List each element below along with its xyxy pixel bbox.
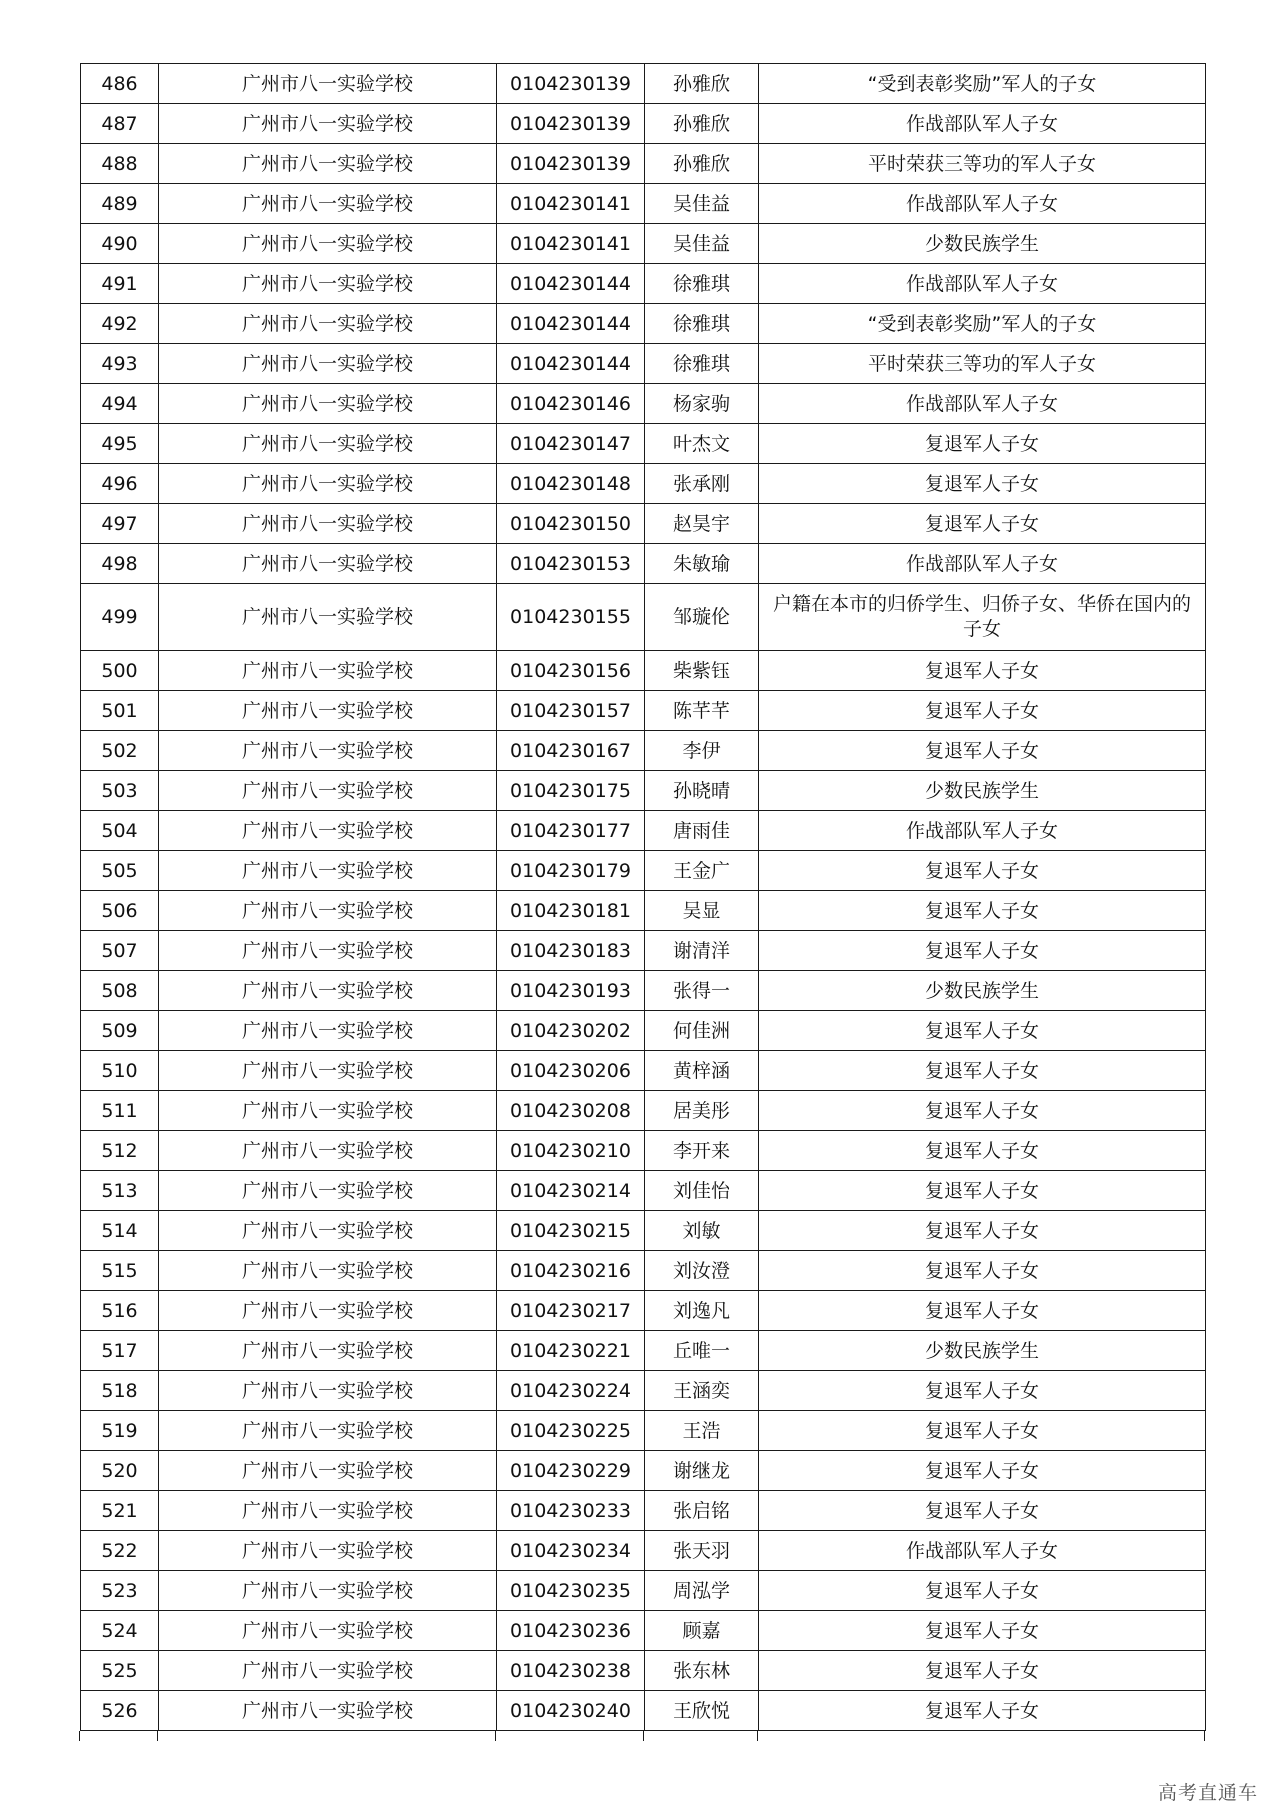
student-id-cell: 0104230225 xyxy=(497,1411,645,1451)
seq-cell: 498 xyxy=(81,544,159,584)
student-name-cell: 刘逸凡 xyxy=(645,1291,759,1331)
student-name-cell: 李开来 xyxy=(645,1131,759,1171)
category-cell: 复退军人子女 xyxy=(759,464,1206,504)
student-name-cell: 刘敏 xyxy=(645,1211,759,1251)
table-row xyxy=(81,1651,1206,1691)
seq-cell: 520 xyxy=(81,1451,159,1491)
student-name-cell: 李伊 xyxy=(645,731,759,771)
table-row xyxy=(81,304,1206,344)
seq-cell: 508 xyxy=(81,971,159,1011)
category-cell: 复退军人子女 xyxy=(759,1131,1206,1171)
continuation-stub xyxy=(643,1731,644,1741)
student-name-cell: 居美彤 xyxy=(645,1091,759,1131)
table-row xyxy=(81,771,1206,811)
student-name-cell: 王金广 xyxy=(645,851,759,891)
student-id-cell: 0104230224 xyxy=(497,1371,645,1411)
seq-cell: 505 xyxy=(81,851,159,891)
student-name-cell: 刘佳怡 xyxy=(645,1171,759,1211)
student-name-cell: 谢继龙 xyxy=(645,1451,759,1491)
student-id-cell: 0104230144 xyxy=(497,344,645,384)
student-id-cell: 0104230183 xyxy=(497,931,645,971)
category-cell: 复退军人子女 xyxy=(759,1691,1206,1731)
student-id-cell: 0104230240 xyxy=(497,1691,645,1731)
school-cell: 广州市八一实验学校 xyxy=(159,1211,497,1251)
student-name-cell: 吴佳益 xyxy=(645,224,759,264)
school-cell: 广州市八一实验学校 xyxy=(159,504,497,544)
continuation-stub xyxy=(757,1731,758,1741)
category-cell: 复退军人子女 xyxy=(759,1091,1206,1131)
category-cell: 平时荣获三等功的军人子女 xyxy=(759,344,1206,384)
continuation-stub xyxy=(1204,1731,1205,1741)
school-cell: 广州市八一实验学校 xyxy=(159,104,497,144)
table-row xyxy=(81,1451,1206,1491)
student-id-cell: 0104230217 xyxy=(497,1291,645,1331)
student-name-cell: 张承刚 xyxy=(645,464,759,504)
category-cell: 复退军人子女 xyxy=(759,504,1206,544)
student-id-cell: 0104230216 xyxy=(497,1251,645,1291)
seq-cell: 501 xyxy=(81,691,159,731)
category-cell: 复退军人子女 xyxy=(759,851,1206,891)
table-row xyxy=(81,691,1206,731)
student-id-cell: 0104230139 xyxy=(497,144,645,184)
table-row xyxy=(81,424,1206,464)
table-row xyxy=(81,224,1206,264)
table-row xyxy=(81,1211,1206,1251)
school-cell: 广州市八一实验学校 xyxy=(159,771,497,811)
category-cell: 复退军人子女 xyxy=(759,891,1206,931)
table-row xyxy=(81,264,1206,304)
category-cell: 复退军人子女 xyxy=(759,1011,1206,1051)
student-id-cell: 0104230215 xyxy=(497,1211,645,1251)
student-id-cell: 0104230175 xyxy=(497,771,645,811)
table-row xyxy=(81,1531,1206,1571)
student-id-cell: 0104230210 xyxy=(497,1131,645,1171)
category-cell: 少数民族学生 xyxy=(759,1331,1206,1371)
student-name-cell: 孙晓晴 xyxy=(645,771,759,811)
student-id-cell: 0104230146 xyxy=(497,384,645,424)
student-id-cell: 0104230141 xyxy=(497,224,645,264)
seq-cell: 521 xyxy=(81,1491,159,1531)
category-cell: “受到表彰奖励”军人的子女 xyxy=(759,304,1206,344)
table-row xyxy=(81,1051,1206,1091)
school-cell: 广州市八一实验学校 xyxy=(159,1291,497,1331)
student-id-cell: 0104230139 xyxy=(497,104,645,144)
table-row xyxy=(81,731,1206,771)
seq-cell: 525 xyxy=(81,1651,159,1691)
category-cell: 少数民族学生 xyxy=(759,971,1206,1011)
category-cell: 复退军人子女 xyxy=(759,731,1206,771)
student-id-cell: 0104230157 xyxy=(497,691,645,731)
continuation-stub xyxy=(157,1731,158,1741)
school-cell: 广州市八一实验学校 xyxy=(159,1131,497,1171)
student-id-cell: 0104230139 xyxy=(497,64,645,104)
student-name-cell: 陈芊芊 xyxy=(645,691,759,731)
table-row xyxy=(81,1691,1206,1731)
student-id-cell: 0104230214 xyxy=(497,1171,645,1211)
school-cell: 广州市八一实验学校 xyxy=(159,344,497,384)
table-row xyxy=(81,64,1206,104)
school-cell: 广州市八一实验学校 xyxy=(159,1091,497,1131)
seq-cell: 494 xyxy=(81,384,159,424)
seq-cell: 497 xyxy=(81,504,159,544)
student-id-cell: 0104230150 xyxy=(497,504,645,544)
student-name-cell: 王浩 xyxy=(645,1411,759,1451)
category-cell: 作战部队军人子女 xyxy=(759,544,1206,584)
school-cell: 广州市八一实验学校 xyxy=(159,64,497,104)
seq-cell: 526 xyxy=(81,1691,159,1731)
student-name-cell: 刘汝澄 xyxy=(645,1251,759,1291)
seq-cell: 510 xyxy=(81,1051,159,1091)
school-cell: 广州市八一实验学校 xyxy=(159,1331,497,1371)
student-id-cell: 0104230156 xyxy=(497,651,645,691)
student-name-cell: 赵昊宇 xyxy=(645,504,759,544)
table-row xyxy=(81,344,1206,384)
school-cell: 广州市八一实验学校 xyxy=(159,1571,497,1611)
seq-cell: 518 xyxy=(81,1371,159,1411)
category-cell: 复退军人子女 xyxy=(759,424,1206,464)
student-id-cell: 0104230193 xyxy=(497,971,645,1011)
table-body xyxy=(81,64,1206,1731)
student-id-cell: 0104230147 xyxy=(497,424,645,464)
table-row xyxy=(81,464,1206,504)
student-name-cell: 吴显 xyxy=(645,891,759,931)
school-cell: 广州市八一实验学校 xyxy=(159,464,497,504)
school-cell: 广州市八一实验学校 xyxy=(159,1011,497,1051)
seq-cell: 511 xyxy=(81,1091,159,1131)
table-row xyxy=(81,851,1206,891)
seq-cell: 522 xyxy=(81,1531,159,1571)
seq-cell: 514 xyxy=(81,1211,159,1251)
category-cell: 复退军人子女 xyxy=(759,1411,1206,1451)
student-name-cell: 张东林 xyxy=(645,1651,759,1691)
student-name-cell: 何佳洲 xyxy=(645,1011,759,1051)
student-name-cell: 吴佳益 xyxy=(645,184,759,224)
school-cell: 广州市八一实验学校 xyxy=(159,544,497,584)
table-row xyxy=(81,384,1206,424)
seq-cell: 524 xyxy=(81,1611,159,1651)
student-name-cell: 柴紫钰 xyxy=(645,651,759,691)
student-id-cell: 0104230221 xyxy=(497,1331,645,1371)
student-id-cell: 0104230202 xyxy=(497,1011,645,1051)
seq-cell: 492 xyxy=(81,304,159,344)
table-row xyxy=(81,1171,1206,1211)
table-row xyxy=(81,1411,1206,1451)
admission-list-table xyxy=(80,63,1206,1731)
category-cell: 户籍在本市的归侨学生、归侨子女、华侨在国内的子女 xyxy=(759,584,1206,651)
school-cell: 广州市八一实验学校 xyxy=(159,424,497,464)
table-row xyxy=(81,184,1206,224)
school-cell: 广州市八一实验学校 xyxy=(159,651,497,691)
watermark-text: 高考直通车 xyxy=(1157,1782,1258,1804)
table-row xyxy=(81,811,1206,851)
student-name-cell: 徐雅琪 xyxy=(645,264,759,304)
table-row xyxy=(81,1091,1206,1131)
student-name-cell: 孙雅欣 xyxy=(645,104,759,144)
table-row xyxy=(81,1291,1206,1331)
seq-cell: 515 xyxy=(81,1251,159,1291)
category-cell: 复退军人子女 xyxy=(759,1171,1206,1211)
school-cell: 广州市八一实验学校 xyxy=(159,971,497,1011)
student-id-cell: 0104230179 xyxy=(497,851,645,891)
school-cell: 广州市八一实验学校 xyxy=(159,144,497,184)
student-id-cell: 0104230155 xyxy=(497,584,645,651)
category-cell: 复退军人子女 xyxy=(759,1251,1206,1291)
school-cell: 广州市八一实验学校 xyxy=(159,304,497,344)
category-cell: 复退军人子女 xyxy=(759,1051,1206,1091)
category-cell: 复退军人子女 xyxy=(759,1651,1206,1691)
student-id-cell: 0104230236 xyxy=(497,1611,645,1651)
table-row xyxy=(81,931,1206,971)
table-row xyxy=(81,1571,1206,1611)
category-cell: 作战部队军人子女 xyxy=(759,1531,1206,1571)
school-cell: 广州市八一实验学校 xyxy=(159,931,497,971)
table-row xyxy=(81,504,1206,544)
student-id-cell: 0104230144 xyxy=(497,304,645,344)
student-name-cell: 邹璇伦 xyxy=(645,584,759,651)
table-row xyxy=(81,971,1206,1011)
student-name-cell: 徐雅琪 xyxy=(645,344,759,384)
table-row xyxy=(81,144,1206,184)
student-id-cell: 0104230177 xyxy=(497,811,645,851)
student-id-cell: 0104230144 xyxy=(497,264,645,304)
school-cell: 广州市八一实验学校 xyxy=(159,384,497,424)
table-row xyxy=(81,1131,1206,1171)
school-cell: 广州市八一实验学校 xyxy=(159,584,497,651)
seq-cell: 487 xyxy=(81,104,159,144)
student-name-cell: 杨家驹 xyxy=(645,384,759,424)
seq-cell: 486 xyxy=(81,64,159,104)
category-cell: 复退军人子女 xyxy=(759,651,1206,691)
school-cell: 广州市八一实验学校 xyxy=(159,1411,497,1451)
school-cell: 广州市八一实验学校 xyxy=(159,1371,497,1411)
seq-cell: 513 xyxy=(81,1171,159,1211)
table-row xyxy=(81,1611,1206,1651)
category-cell: 作战部队军人子女 xyxy=(759,384,1206,424)
category-cell: 复退军人子女 xyxy=(759,931,1206,971)
student-id-cell: 0104230229 xyxy=(497,1451,645,1491)
student-name-cell: 黄梓涵 xyxy=(645,1051,759,1091)
student-name-cell: 张天羽 xyxy=(645,1531,759,1571)
school-cell: 广州市八一实验学校 xyxy=(159,1691,497,1731)
school-cell: 广州市八一实验学校 xyxy=(159,1531,497,1571)
category-cell: 平时荣获三等功的军人子女 xyxy=(759,144,1206,184)
school-cell: 广州市八一实验学校 xyxy=(159,851,497,891)
seq-cell: 509 xyxy=(81,1011,159,1051)
table-row xyxy=(81,544,1206,584)
school-cell: 广州市八一实验学校 xyxy=(159,691,497,731)
school-cell: 广州市八一实验学校 xyxy=(159,811,497,851)
student-name-cell: 周泓学 xyxy=(645,1571,759,1611)
student-id-cell: 0104230148 xyxy=(497,464,645,504)
student-id-cell: 0104230181 xyxy=(497,891,645,931)
category-cell: 复退军人子女 xyxy=(759,1291,1206,1331)
school-cell: 广州市八一实验学校 xyxy=(159,224,497,264)
category-cell: 作战部队军人子女 xyxy=(759,104,1206,144)
category-cell: 少数民族学生 xyxy=(759,771,1206,811)
student-name-cell: 叶杰文 xyxy=(645,424,759,464)
student-id-cell: 0104230234 xyxy=(497,1531,645,1571)
category-cell: 作战部队军人子女 xyxy=(759,184,1206,224)
category-cell: 复退军人子女 xyxy=(759,1571,1206,1611)
category-cell: 少数民族学生 xyxy=(759,224,1206,264)
student-id-cell: 0104230153 xyxy=(497,544,645,584)
table-row xyxy=(81,1331,1206,1371)
school-cell: 广州市八一实验学校 xyxy=(159,1611,497,1651)
student-name-cell: 谢清洋 xyxy=(645,931,759,971)
category-cell: 复退军人子女 xyxy=(759,1491,1206,1531)
school-cell: 广州市八一实验学校 xyxy=(159,1491,497,1531)
seq-cell: 491 xyxy=(81,264,159,304)
seq-cell: 516 xyxy=(81,1291,159,1331)
student-id-cell: 0104230235 xyxy=(497,1571,645,1611)
category-cell: 复退军人子女 xyxy=(759,691,1206,731)
continuation-stub xyxy=(79,1731,80,1741)
seq-cell: 488 xyxy=(81,144,159,184)
seq-cell: 506 xyxy=(81,891,159,931)
seq-cell: 490 xyxy=(81,224,159,264)
student-name-cell: 徐雅琪 xyxy=(645,304,759,344)
seq-cell: 502 xyxy=(81,731,159,771)
student-id-cell: 0104230238 xyxy=(497,1651,645,1691)
category-cell: 复退军人子女 xyxy=(759,1211,1206,1251)
student-name-cell: 顾嘉 xyxy=(645,1611,759,1651)
table-row xyxy=(81,1371,1206,1411)
table-row xyxy=(81,1491,1206,1531)
category-cell: “受到表彰奖励”军人的子女 xyxy=(759,64,1206,104)
table-row xyxy=(81,891,1206,931)
table-row xyxy=(81,1251,1206,1291)
seq-cell: 517 xyxy=(81,1331,159,1371)
student-name-cell: 孙雅欣 xyxy=(645,64,759,104)
seq-cell: 523 xyxy=(81,1571,159,1611)
continuation-stub xyxy=(495,1731,496,1741)
student-id-cell: 0104230233 xyxy=(497,1491,645,1531)
student-name-cell: 张得一 xyxy=(645,971,759,1011)
seq-cell: 496 xyxy=(81,464,159,504)
student-name-cell: 王涵奕 xyxy=(645,1371,759,1411)
seq-cell: 495 xyxy=(81,424,159,464)
school-cell: 广州市八一实验学校 xyxy=(159,1651,497,1691)
table-row xyxy=(81,104,1206,144)
table-row xyxy=(81,651,1206,691)
table-row xyxy=(81,584,1206,651)
seq-cell: 489 xyxy=(81,184,159,224)
seq-cell: 504 xyxy=(81,811,159,851)
school-cell: 广州市八一实验学校 xyxy=(159,891,497,931)
seq-cell: 512 xyxy=(81,1131,159,1171)
seq-cell: 519 xyxy=(81,1411,159,1451)
category-cell: 复退军人子女 xyxy=(759,1451,1206,1491)
student-id-cell: 0104230167 xyxy=(497,731,645,771)
school-cell: 广州市八一实验学校 xyxy=(159,731,497,771)
seq-cell: 499 xyxy=(81,584,159,651)
school-cell: 广州市八一实验学校 xyxy=(159,1051,497,1091)
category-cell: 作战部队军人子女 xyxy=(759,264,1206,304)
student-name-cell: 王欣悦 xyxy=(645,1691,759,1731)
school-cell: 广州市八一实验学校 xyxy=(159,184,497,224)
school-cell: 广州市八一实验学校 xyxy=(159,264,497,304)
student-name-cell: 朱敏瑜 xyxy=(645,544,759,584)
seq-cell: 507 xyxy=(81,931,159,971)
student-name-cell: 张启铭 xyxy=(645,1491,759,1531)
seq-cell: 493 xyxy=(81,344,159,384)
category-cell: 复退军人子女 xyxy=(759,1611,1206,1651)
seq-cell: 503 xyxy=(81,771,159,811)
table-row xyxy=(81,1011,1206,1051)
student-id-cell: 0104230141 xyxy=(497,184,645,224)
student-id-cell: 0104230208 xyxy=(497,1091,645,1131)
school-cell: 广州市八一实验学校 xyxy=(159,1251,497,1291)
category-cell: 作战部队军人子女 xyxy=(759,811,1206,851)
category-cell: 复退军人子女 xyxy=(759,1371,1206,1411)
student-name-cell: 唐雨佳 xyxy=(645,811,759,851)
student-name-cell: 孙雅欣 xyxy=(645,144,759,184)
school-cell: 广州市八一实验学校 xyxy=(159,1171,497,1211)
school-cell: 广州市八一实验学校 xyxy=(159,1451,497,1491)
student-name-cell: 丘唯一 xyxy=(645,1331,759,1371)
seq-cell: 500 xyxy=(81,651,159,691)
student-id-cell: 0104230206 xyxy=(497,1051,645,1091)
